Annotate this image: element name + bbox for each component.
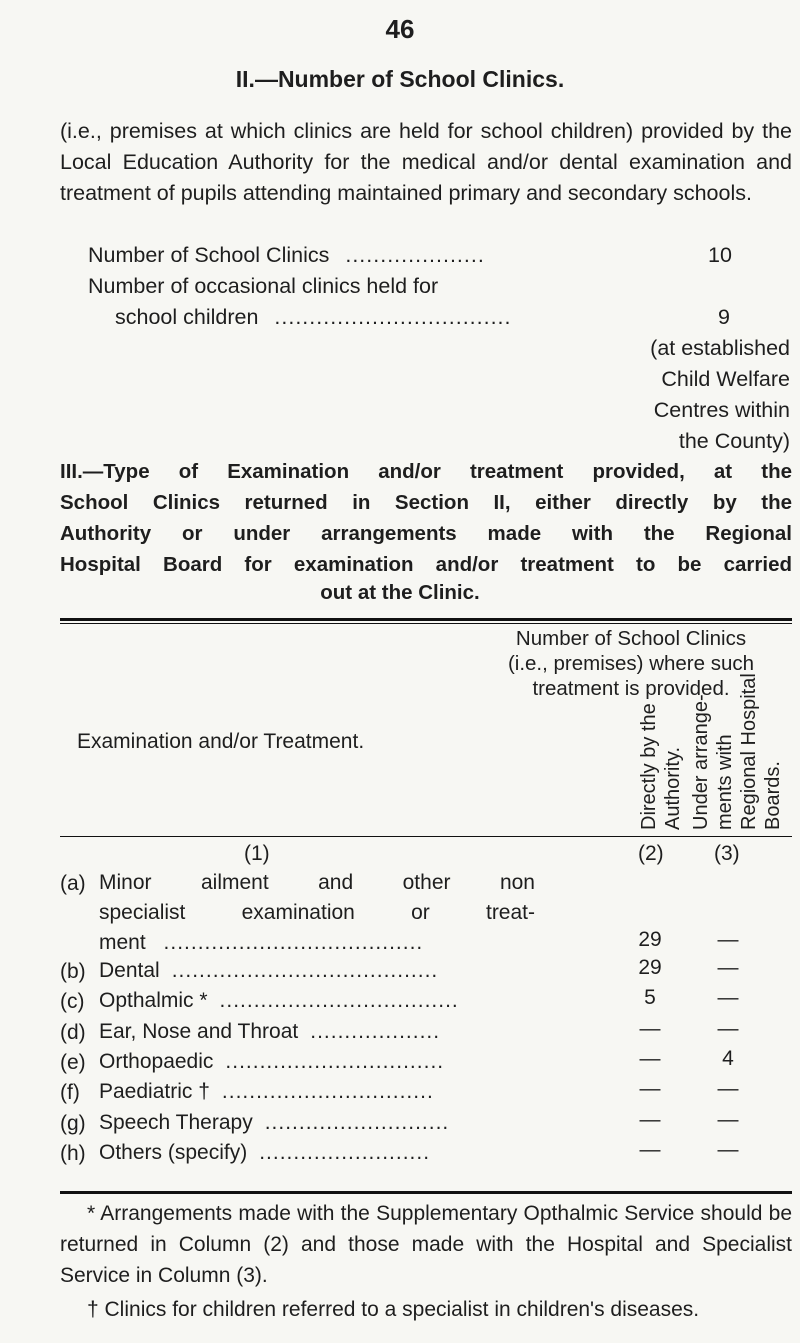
row-label: Others (specify) xyxy=(99,1141,248,1164)
footnote-paediatric: † Clinics for children referred to a specialist in children's diseases. xyxy=(87,1298,700,1321)
occasional-clinics-row xyxy=(115,302,512,333)
section-3-heading-last: out at the Clinic. xyxy=(320,581,480,604)
clinic-count-value: 10 xyxy=(708,243,732,267)
column-number: (1) xyxy=(244,842,270,865)
row-text-last xyxy=(99,928,423,958)
row-label: Orthopaedic xyxy=(99,1050,214,1073)
section-3-heading-line: Hospital Board for examination and/or treatment to be carried xyxy=(60,553,792,576)
row-letter: (e) xyxy=(60,1051,86,1074)
footnote-ophthalmic: * Arrangements made with the Supplementary Opthalmic Service should be returned in Column (2) and those made with the Hospital and Specialist Service in Column (3). xyxy=(60,1202,792,1287)
leader-dots: ................................... xyxy=(219,989,459,1012)
table-header-rule xyxy=(60,836,792,837)
row-text-line: Minor ailment and other non xyxy=(99,871,535,894)
note-line: the County) xyxy=(678,429,790,453)
row-text xyxy=(99,1077,434,1107)
occasional-clinics-value: 9 xyxy=(718,305,730,329)
leader-dots: ...................................... xyxy=(163,931,424,954)
row-letter: (h) xyxy=(60,1142,86,1165)
clinic-count-label: Number of School Clinics xyxy=(88,243,330,267)
column-3-header-line: ments with xyxy=(714,734,736,830)
row-label: Dental xyxy=(99,959,160,982)
note-line: (at established xyxy=(650,336,790,360)
section-3-heading-line: School Clinics returned in Section II, either directly by the xyxy=(60,491,792,514)
row-text-line: ment xyxy=(99,931,146,954)
row-col3-value: — xyxy=(717,1017,739,1040)
row-text xyxy=(99,1138,430,1168)
column-number: (3) xyxy=(714,842,740,865)
row-col3-value: — xyxy=(717,956,739,979)
row-letter: (d) xyxy=(60,1021,86,1044)
row-col2-value: — xyxy=(639,1047,661,1070)
header-group-line: treatment is provided. xyxy=(532,677,730,700)
leader-dots: .................................. xyxy=(274,305,512,329)
table-bottom-rule xyxy=(60,1191,792,1194)
row-letter: (b) xyxy=(60,960,86,983)
row-letter: (g) xyxy=(60,1112,86,1135)
row-label: Opthalmic * xyxy=(99,989,208,1012)
row-col3-value: — xyxy=(717,1077,739,1100)
page-number: 46 xyxy=(385,14,415,44)
row-text xyxy=(99,1047,444,1077)
section-2-heading: II.—Number of School Clinics. xyxy=(235,66,565,92)
occasional-clinics-note xyxy=(650,333,790,457)
row-col3-value: — xyxy=(717,1108,739,1131)
column-number: (2) xyxy=(638,842,664,865)
row-col2-value: 29 xyxy=(638,956,662,979)
row-col2-value: — xyxy=(639,1138,661,1161)
section-3-heading-line: Authority or under arrangements made with the Regional xyxy=(60,522,792,545)
row-text xyxy=(99,1108,449,1138)
note-line: Centres within xyxy=(653,398,790,422)
row-col2-value: — xyxy=(639,1077,661,1100)
section-2-intro: (i.e., premises at which clinics are held for school children) provided by the Local Education Authority for the medical and/or dental examination and treatment of pupils attending maintained primary and secondary schools. xyxy=(60,119,792,205)
row-text xyxy=(99,956,438,986)
table-top-rule-thin xyxy=(60,623,792,624)
row-text xyxy=(99,1017,440,1047)
row-label: Paediatric † xyxy=(99,1080,210,1103)
table-top-rule xyxy=(60,618,792,621)
row-label: Ear, Nose and Throat xyxy=(99,1020,299,1043)
row-letter: (f) xyxy=(60,1081,80,1104)
row-letter: (c) xyxy=(60,990,85,1013)
row-text-line: specialist examination or treat- xyxy=(99,901,535,924)
section-3-heading xyxy=(60,456,792,580)
row-letter: (a) xyxy=(60,872,86,895)
row-col2-value: — xyxy=(639,1108,661,1131)
row-col2-value: 5 xyxy=(644,986,656,1009)
row-label: Speech Therapy xyxy=(99,1111,253,1134)
occasional-clinics-label-line1: Number of occasional clinics held for xyxy=(88,274,439,298)
leader-dots: ........................... xyxy=(264,1111,450,1134)
occasional-clinics-label-line2: school children xyxy=(115,305,259,329)
row-text xyxy=(99,986,459,1016)
leader-dots: ............................... xyxy=(221,1080,434,1103)
section-3-heading-line: III.—Type of Examination and/or treatment provided, at the xyxy=(60,460,792,483)
leader-dots: ....................................... xyxy=(171,959,439,982)
leader-dots: ................................ xyxy=(225,1050,445,1073)
column-3-header-line: Under arrange- xyxy=(690,694,712,830)
leader-dots: ................... xyxy=(310,1020,441,1043)
row-col3-value: — xyxy=(717,928,739,951)
row-col2-value: — xyxy=(639,1017,661,1040)
column-3-header-line: Boards. xyxy=(762,761,784,830)
note-line: Child Welfare xyxy=(661,367,790,391)
row-col2-value: 29 xyxy=(638,928,662,951)
column-3-header-line: Regional Hospital xyxy=(738,673,760,830)
row-col3-value: — xyxy=(717,986,739,1009)
leader-dots: ......................... xyxy=(259,1141,431,1164)
column-2-header-line: Directly by the xyxy=(638,703,660,830)
row-col3-value: 4 xyxy=(722,1047,734,1070)
leader-dots: .................... xyxy=(345,243,485,267)
column-1-header: Examination and/or Treatment. xyxy=(77,730,365,753)
header-group-line: (i.e., premises) where such xyxy=(507,652,755,675)
column-2-header-line: Authority. xyxy=(662,747,684,830)
header-group-line: Number of School Clinics xyxy=(515,627,747,650)
row-col3-value: — xyxy=(717,1138,739,1161)
clinic-count-row xyxy=(88,240,485,271)
